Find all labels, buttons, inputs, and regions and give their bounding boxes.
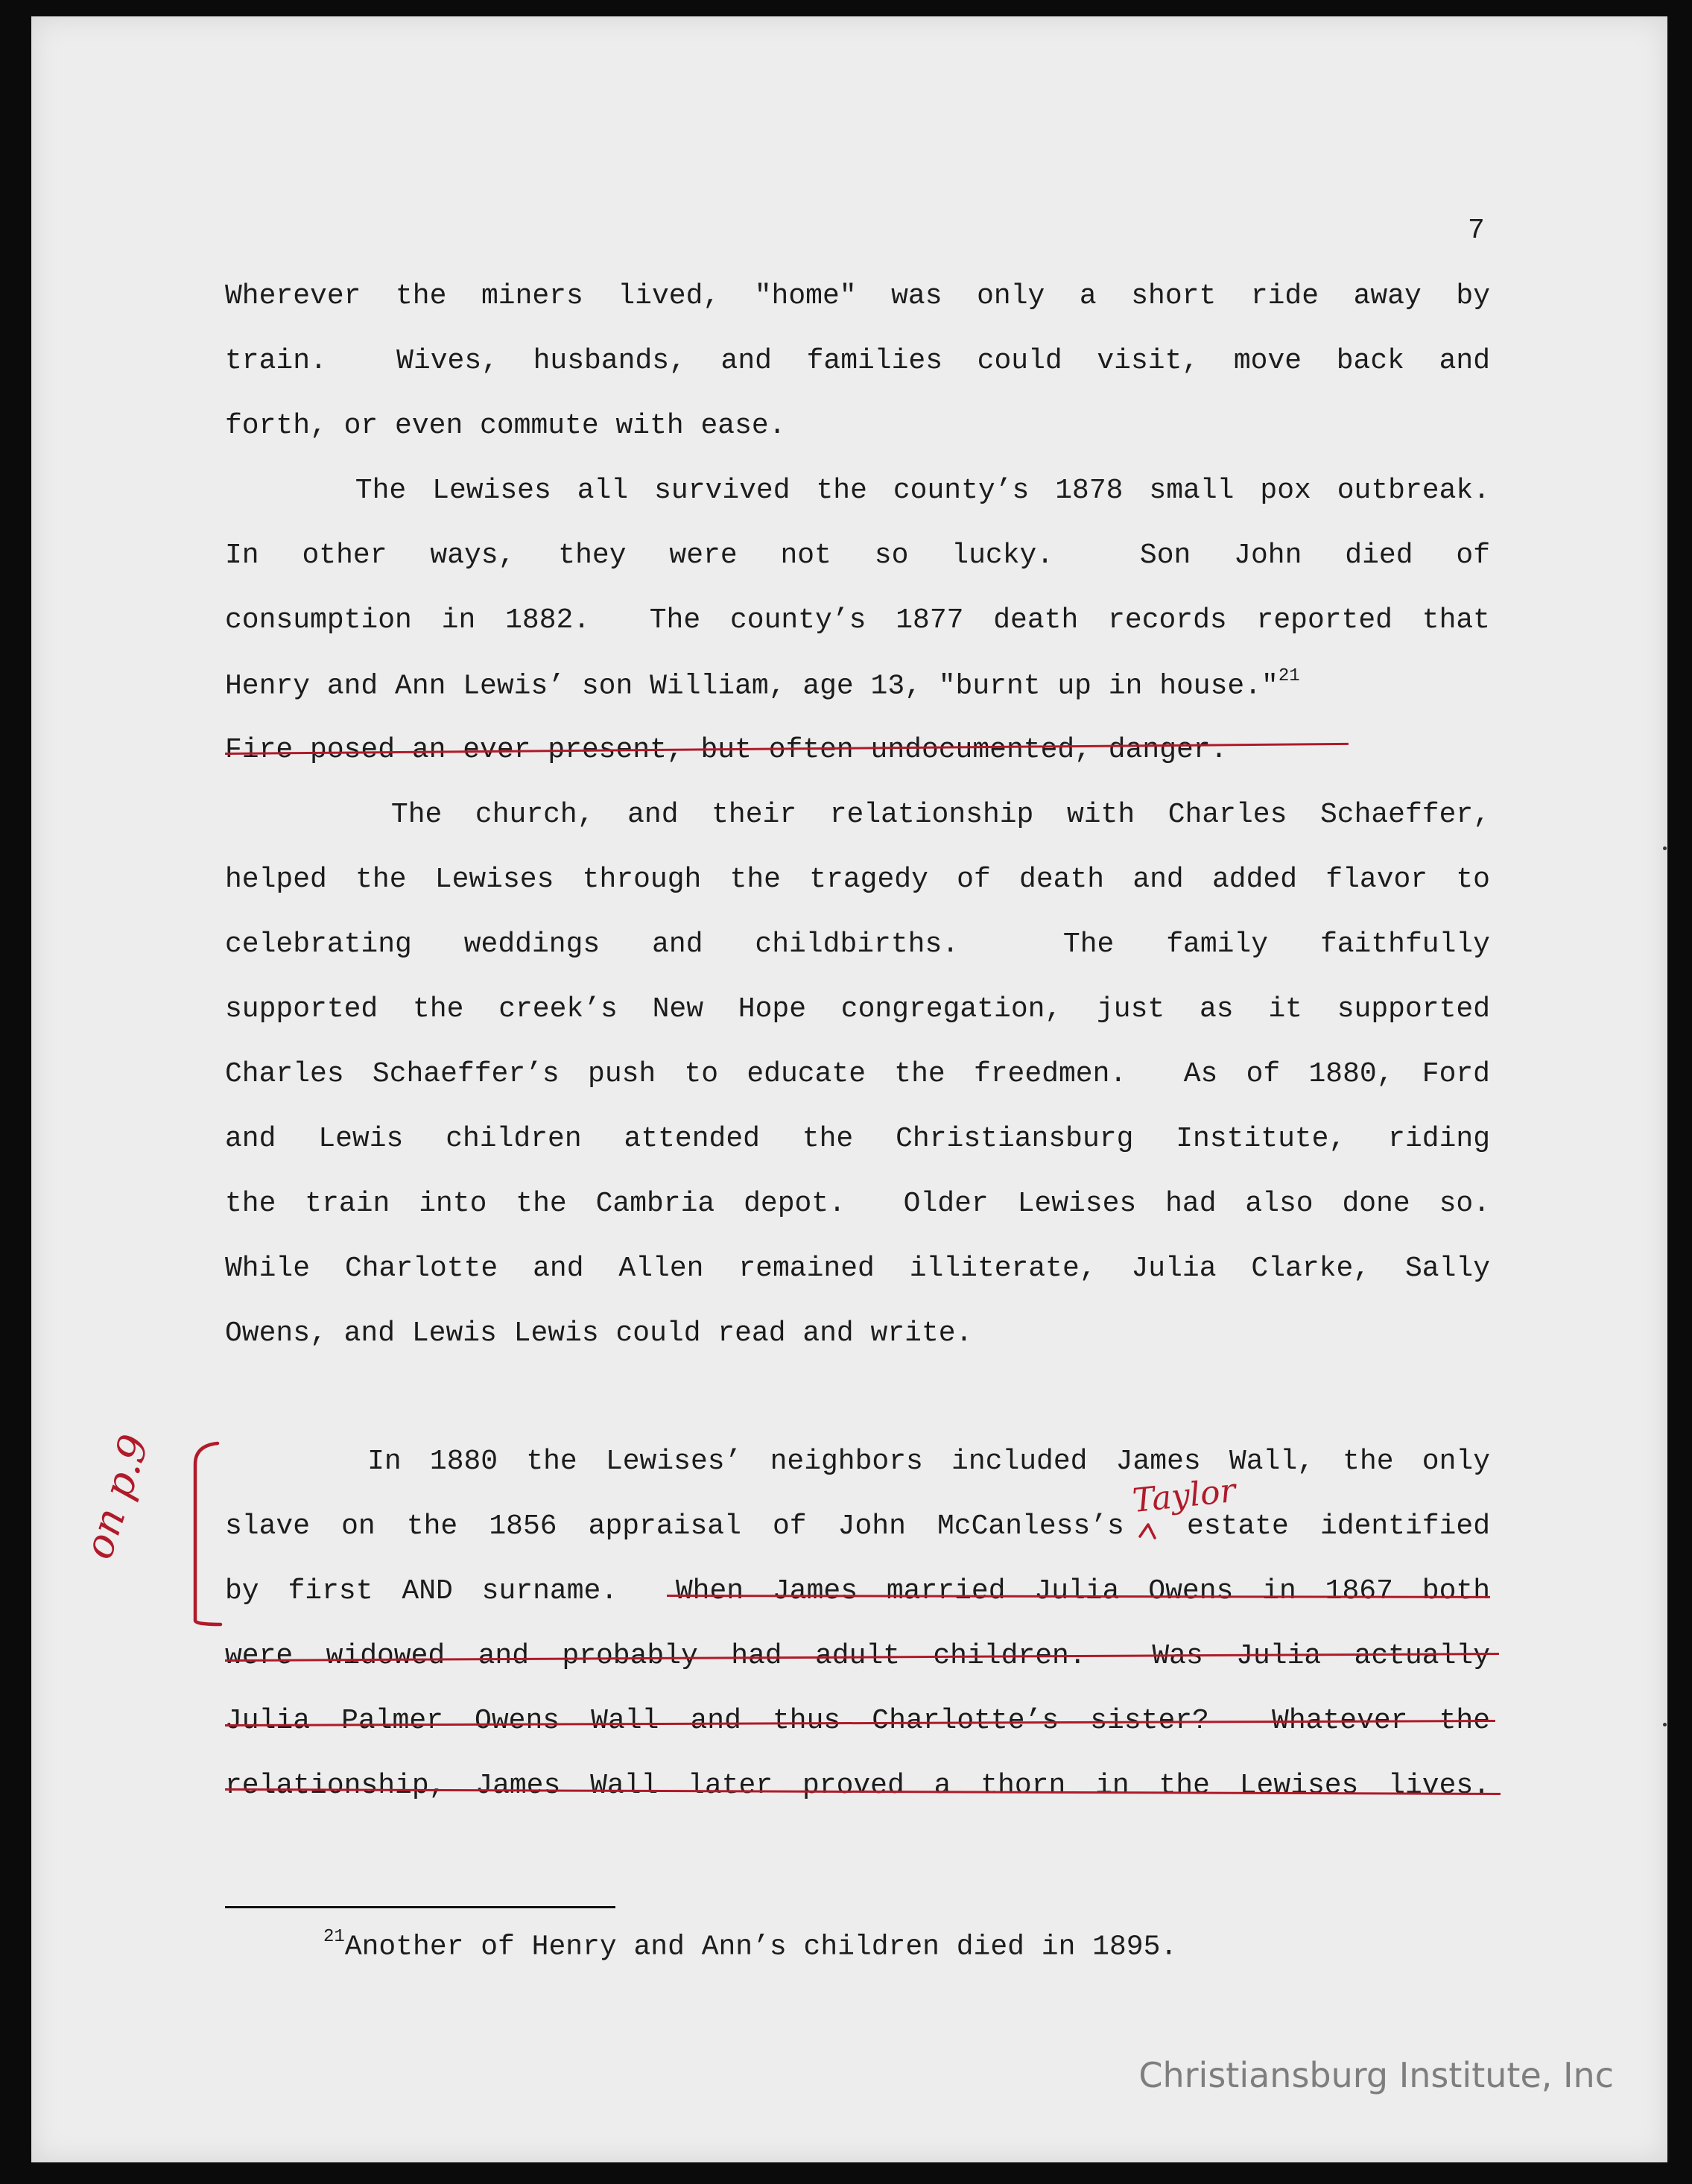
- text-line: slave on the 1856 appraisal of John McCanless’s estate identified: [225, 1510, 1490, 1542]
- text-line: train. Wives, husbands, and families could visit, move back and: [225, 345, 1490, 377]
- text-line: While Charlotte and Allen remained illiterate, Julia Clarke, Sally: [225, 1253, 1490, 1285]
- watermark: Christiansburg Institute, Inc: [1138, 2055, 1614, 2095]
- text-line: helped the Lewises through the tragedy of death and added flavor to: [225, 864, 1490, 896]
- footnote-divider: [225, 1906, 615, 1908]
- handwritten-insertion: Taylor: [1130, 1471, 1238, 1521]
- text-line: Owens, and Lewis Lewis could read and write.: [225, 1317, 973, 1349]
- text-line-content: Henry and Ann Lewis’ son William, age 13, "burnt up in house.": [225, 670, 1278, 703]
- text-line: relationship, James Wall later proved a thorn in the Lewises lives.: [225, 1770, 1490, 1802]
- caret-mark: [1140, 1525, 1155, 1538]
- text-line: supported the creek’s New Hope congregation, just as it supported: [225, 993, 1490, 1025]
- text-line: Julia Palmer Owens Wall and thus Charlotte’s sister? Whatever the: [225, 1705, 1490, 1737]
- text-line: forth, or even commute with ease.: [225, 410, 786, 442]
- text-line: celebrating weddings and childbirths. The family faithfully: [225, 928, 1490, 960]
- text-line: Charles Schaeffer’s push to educate the freedmen. As of 1880, Ford: [225, 1058, 1490, 1090]
- handwritten-margin-note: on p.9: [75, 1428, 159, 1565]
- page-number: 7: [1468, 215, 1485, 247]
- text-line: In 1880 the Lewises’ neighbors included James Wall, the only: [225, 1446, 1490, 1478]
- footnote-reference: 21: [1278, 666, 1300, 686]
- edge-dot: [1663, 846, 1667, 850]
- footnote-text: Another of Henry and Ann’s children died in 1895.: [344, 1931, 1178, 1963]
- text-line: The Lewises all survived the county’s 1878 small pox outbreak.: [225, 475, 1490, 507]
- struck-sentence: Fire posed an ever present, but often undocumented, danger.: [225, 734, 1228, 766]
- text-line: were widowed and probably had adult children. Was Julia actually: [225, 1640, 1490, 1672]
- edge-dot: [1663, 1723, 1667, 1726]
- footnote: [323, 1927, 1178, 1963]
- text-line: Wherever the miners lived, "home" was only a short ride away by: [225, 280, 1490, 312]
- text-line: by first AND surname. When James married Julia Owens in 1867 both: [225, 1575, 1490, 1607]
- text-line: and Lewis children attended the Christiansburg Institute, riding: [225, 1123, 1490, 1155]
- bracket-mark: [195, 1443, 221, 1624]
- text-line: consumption in 1882. The county’s 1877 death records reported that: [225, 604, 1490, 636]
- text-line: In other ways, they were not so lucky. Son John died of: [225, 539, 1490, 572]
- text-line: The church, and their relationship with Charles Schaeffer,: [225, 799, 1490, 831]
- text-line: the train into the Cambria depot. Older Lewises had also done so.: [225, 1188, 1490, 1220]
- footnote-number: 21: [323, 1927, 345, 1947]
